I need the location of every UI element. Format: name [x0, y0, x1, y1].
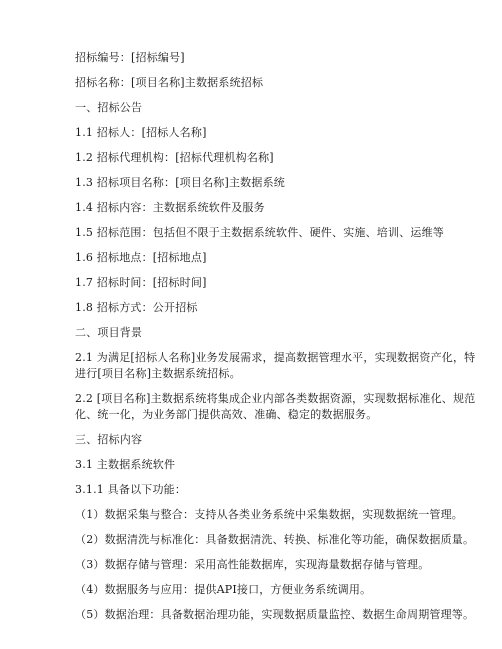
- section-heading-content: 三、招标内容: [75, 433, 143, 446]
- list-item: 1.3 招标项目名称：[项目名称]主数据系统: [75, 176, 285, 189]
- list-item: 1.6 招标地点：[招标地点]: [75, 251, 207, 264]
- section-heading-announcement: 一、招标公告: [75, 101, 143, 114]
- list-item: 1.2 招标代理机构：[招标代理机构名称]: [75, 151, 274, 164]
- bid-number: 招标编号：[招标编号]: [75, 51, 185, 64]
- function-item: （4）数据服务与应用：提供API接口，方便业务系统调用。: [75, 583, 372, 596]
- subsection-heading: 3.1 主数据系统软件: [75, 458, 176, 471]
- list-item: 1.7 招标时间：[招标时间]: [75, 276, 207, 289]
- section-heading-background: 二、项目背景: [75, 326, 143, 339]
- paragraph-line: 进行[项目名称]主数据系统招标。: [75, 367, 241, 380]
- subsection-heading: 3.1.1 具备以下功能：: [75, 483, 187, 496]
- function-item: （1）数据采集与整合：支持从各类业务系统中采集数据，实现数据统一管理。: [75, 508, 463, 521]
- function-item: （3）数据存储与管理：采用高性能数据库，实现海量数据存储与管理。: [75, 558, 430, 571]
- list-item: 1.4 招标内容：主数据系统软件及服务: [75, 201, 265, 214]
- paragraph-line: 2.2 [项目名称]主数据系统将集成企业内部各类数据资源，实现数据标准化、规范: [75, 392, 476, 405]
- paragraph-line: 化、统一化，为业务部门提供高效、准确、稳定的数据服务。: [75, 408, 378, 421]
- list-item: 1.1 招标人：[招标人名称]: [75, 126, 207, 139]
- paragraph-line: 2.1 为满足[招标人名称]业务发展需求，提高数据管理水平，实现数据资产化，特: [75, 351, 476, 364]
- list-item: 1.8 招标方式：公开招标: [75, 301, 198, 314]
- function-item: （2）数据清洗与标准化：具备数据清洗、转换、标准化等功能，确保数据质量。: [75, 533, 475, 546]
- bid-name: 招标名称：[项目名称]主数据系统招标: [75, 76, 264, 89]
- list-item: 1.5 招标范围：包括但不限于主数据系统软件、硬件、实施、培训、运维等: [75, 226, 444, 239]
- function-item: （5）数据治理：具备数据治理功能，实现数据质量监控、数据生命周期管理等。: [75, 608, 475, 621]
